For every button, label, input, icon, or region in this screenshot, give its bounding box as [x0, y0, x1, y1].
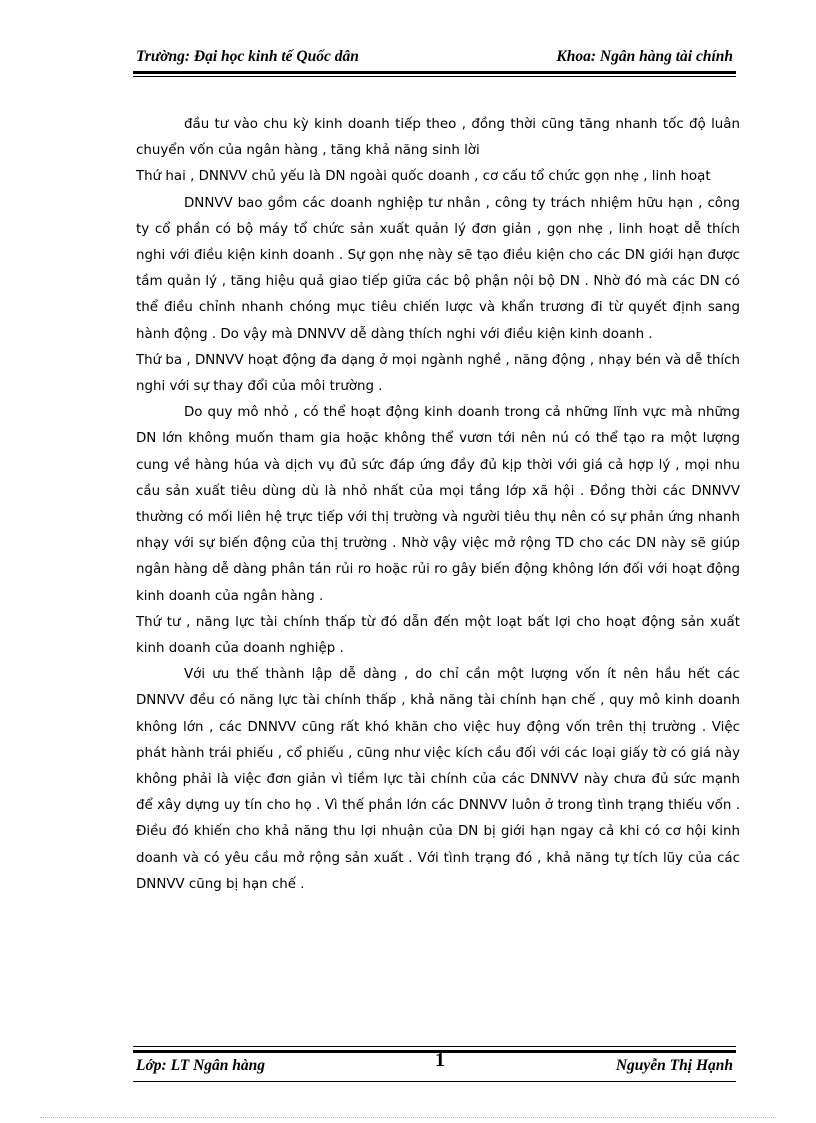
- paragraph: Với ưu thế thành lập dễ dàng , do chỉ cần một lượng vốn ít nên hầu hết các DNNVV đều có năng lực tài chính thấp , khả năng tài chính hạn chế , quy mô kinh doanh không lớn , các DNNVV cũng rất khó khăn cho việc huy động vốn trên thị trường . Việc phát hành trái phiếu , cổ phiếu , cũng như việc kích cầu đối với các loại giấy tờ có giá này không phải là việc đơn giản vì tiềm lực tài chính của các DNNVV này chưa đủ sức mạnh để xây dựng uy tín cho họ . Vì thế phần lớn các DNNVV luôn ở trong tình trạng thiếu vốn . Điều đó khiến cho khả năng thu lợi nhuận của DN bị giới hạn ngay cả khi có cơ hội kinh doanh và có yêu cầu mở rộng sản xuất . Với tình trạng đó , khả năng tự tích lũy của các DNNVV cũng bị hạn chế .: [136, 667, 740, 892]
- header-rule-thick: [133, 71, 736, 74]
- paragraph: Do quy mô nhỏ , có thể hoạt động kinh doanh trong cả những lĩnh vực mà những DN lớn không muốn tham gia hoặc không thể vươn tới nên nú có thể tạo ra một lượng cung về hàng húa và dịch vụ đủ sức đáp ứng đầy đủ kịp thời với giá cả hợp lý , mọi nhu cầu sản xuất tiêu dùng dù là nhỏ nhất của mọi tầng lớp xã hội . Đồng thời các DNNVV thường có mối liên hệ trực tiếp với thị trường và người tiêu thụ nên có sự phản ứng nhanh nhạy với sự biến động của thị trường . Nhờ vậy việc mở rộng TD cho các DN này sẽ giúp ngân hàng dễ dàng phân tán rủi ro hoặc rủi ro gây biến động không lớn đối với hoạt động kinh doanh của ngân hàng .: [136, 405, 740, 604]
- paragraph-continuation: đầu tư vào chu kỳ kinh doanh tiếp theo , đồng thời cũng tăng nhanh tốc độ luân chuyển vốn của ngân hàng , tăng khả năng sinh lời: [136, 117, 740, 159]
- page-edge-divider: [40, 1117, 776, 1118]
- paragraph: DNNVV bao gồm các doanh nghiệp tư nhân , công ty trách nhiệm hữu hạn , công ty cổ phần có bộ máy tổ chức sản xuất quản lý đơn giản , gọn nhẹ , linh hoạt dễ thích nghi với điều kiện kinh doanh . Sự gọn nhẹ này sẽ tạo điều kiện cho các DN giới hạn được tầm quản lý , tăng hiệu quả giao tiếp giữa các bộ phận nội bộ DN . Nhờ đó mà các DN có thể điều chỉnh nhanh chóng mục tiêu chiến lược và khẩn trương đi từ quyết định sang hành động . Do vậy mà DNNVV dễ dàng thích nghi với điều kiện kinh doanh .: [136, 195, 740, 342]
- document-body: [136, 112, 740, 898]
- paragraph-point-two: Thứ hai , DNNVV chủ yếu là DN ngoài quốc doanh , cơ cấu tổ chức gọn nhẹ , linh hoạt: [136, 169, 711, 185]
- page-number: 1: [435, 1049, 445, 1071]
- footer-author: Nguyễn Thị Hạnh: [615, 1057, 733, 1074]
- header-faculty: Khoa: Ngân hàng tài chính: [556, 48, 733, 65]
- paragraph-point-four: Thứ tư , năng lực tài chính thấp từ đó dẫn đến một loạt bất lợi cho hoạt động sản xuất kinh doanh của doanh nghiệp .: [136, 614, 740, 657]
- paragraph-point-three: Thứ ba , DNNVV hoạt động đa dạng ở mọi ngành nghề , năng động , nhạy bén và dễ thích nghi với sự thay đổi của môi trường .: [136, 352, 740, 395]
- footer-class: Lớp: LT Ngân hàng: [136, 1057, 266, 1074]
- footer-rule-thin: [133, 1046, 736, 1047]
- header-school: Trường: Đại học kinh tế Quốc dân: [136, 48, 359, 65]
- page-header: [133, 48, 736, 70]
- footer-rule-bottom: [133, 1081, 736, 1082]
- page-footer: [133, 1049, 736, 1079]
- header-rule-thin: [133, 76, 736, 77]
